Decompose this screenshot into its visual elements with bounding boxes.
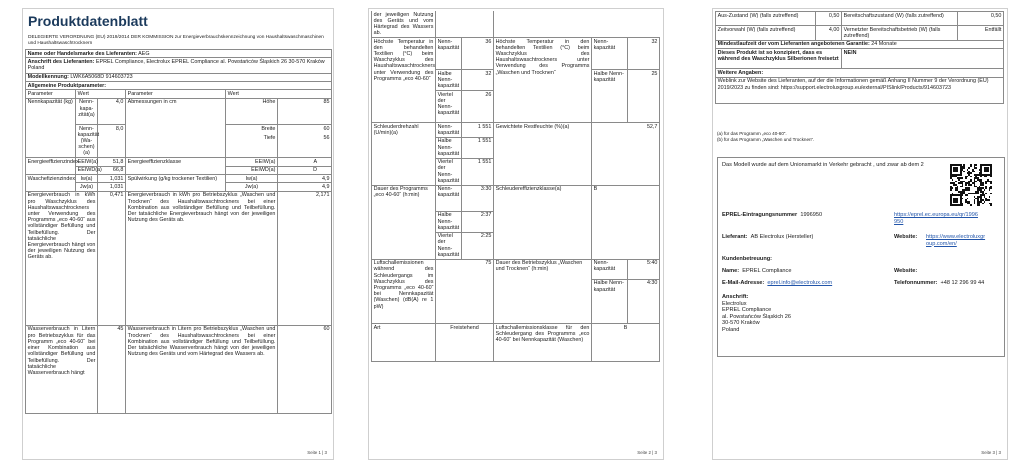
general-params-heading: Allgemeine Produktparameter: (26, 81, 332, 89)
capacity-sub-1: Nenn-kapa-zität(a) (76, 98, 98, 124)
water-label: Wasserverbrauch in Litern pro Betriebszyklus für das Programm „eco 40-60“ bei einer Kombination aus vollständiger Befüllung und Teilbefüllung. Der tatsächliche Wasserverbrauch hängt (26, 325, 98, 413)
dim-t-val: 56 (323, 134, 330, 141)
dim-b-val: 60 (323, 125, 330, 132)
supplier-address: EPREL Compliance, Electrolux EPREL Compliance al. Powstańców Śląskich 26 30-570 Kraków Poland (27, 58, 325, 72)
phone-label: Telefonnummer: (894, 280, 938, 286)
eei-label: Energieeffizienzindex (26, 158, 76, 175)
nenn-label-5: Nenn-kapazität (592, 259, 628, 279)
energy-val: 0,471 (98, 191, 126, 325)
iw2-symbol: Iw(a) (226, 174, 278, 182)
col-value-header-2: Wert (226, 90, 332, 98)
qr-code[interactable] (950, 164, 992, 206)
further-info-label: Weitere Angaben: (716, 69, 1004, 77)
dim-h-val: 85 (278, 98, 332, 124)
network-label: Vernetzter Bereitschaftsbetrieb (W) (falls zutreffend) (842, 26, 958, 41)
warranty-val: 24 Monate (871, 41, 897, 48)
kundenbetreuung-label: Kundenbetreuung: (722, 256, 773, 262)
energy2-label: Energieverbrauch in kWh pro Betriebszyklus „Waschen und Trocknen“ des Haushaltswaschtrockners bei einer Kombination aus vollständiger Befüllung und Teilbefüllung. Der tatsächliche Energieverbrauch hängt von der jeweiligen Nutzung des Geräts ab. (126, 191, 278, 325)
product-data-table-1 (25, 49, 332, 414)
page-title: Produktdatenblatt (28, 13, 148, 29)
art-label: Art (372, 323, 436, 361)
footnote-a: (a) für das Programm „eco 40-60“. (717, 131, 787, 136)
name-val: EPREL Compliance (742, 268, 792, 274)
water-val: 45 (98, 325, 126, 413)
temp2-label: Höchste Temperatur in den behandelten Textilien (°C) beim Waschzyklus des Haushaltswaschtrockners unter Verwendung des Programms „Waschen und Trocknen“ (494, 38, 592, 123)
supplier-info-box (717, 157, 1005, 357)
spin-3: 1 551 (462, 158, 494, 185)
product-data-table-2 (371, 11, 660, 362)
weblink-text: Weblink zur Website des Lieferanten, auf der die Informationen gemäß Anhang II Nummer 9 der Verordnung (EU) 2019/2023 zu finden sind: https://support.electroluxgroup.eu/external/PISlink/Products/914603723 (716, 77, 1004, 103)
water2-label: Wasserverbrauch in Litern pro Betriebszyklus „Waschen und Trocknen“ des Haushaltswaschtrockners bei einer Kombination aus vollständiger Befüllung und Teilbefüllung. Der tatsächliche Wasserverbrauch hängt von der jeweiligen Nutzung des Geräts und vom Härtegrad des Wassers ab. (126, 325, 278, 413)
halbe-label: Halbe Nenn-kapazität (436, 70, 462, 91)
spin-label: Schleuderdrehzahl (U/min)(a) (372, 123, 436, 185)
supplier-name-label: Name oder Handelsmarke des Lieferanten: (27, 50, 137, 57)
website-label: Website: (894, 234, 918, 240)
dur2-2: 4:30 (628, 279, 660, 323)
energy-label: Energieverbrauch in kWh pro Waschzyklus des Haushaltswaschtrockners unter Verwendung des Programms „eco 40-60“ aus vollständiger Befüllung und Teilbefüllung. Der tatsächliche Energieverbrauch hängt von der jeweiligen Nutzung des Geräts ab. (26, 191, 98, 325)
dur-1: 3:30 (462, 185, 494, 211)
anschrift-label: Anschrift: (722, 294, 749, 300)
noise-label: Luftschallemissionen während des Schleudergangs im Waschzyklus des Programms „eco 40-60“ bei Nennkapazität (Waschen) (dB(A) re 1 pW) (372, 259, 436, 323)
dur-3: 2:25 (462, 232, 494, 259)
moist-val: 52,7 (592, 123, 660, 185)
website-link[interactable]: https://www.electroluxgroup.com/en/ (926, 234, 986, 247)
nenn-label: Nenn-kapazität (436, 38, 462, 70)
email-link[interactable]: eprel.info@electrolux.com (767, 280, 833, 286)
dur-2: 2:37 (462, 211, 494, 232)
silver-label: Dieses Produkt ist so konzipiert, dass es während des Waschzyklus Silberionen freisetzt (716, 49, 842, 69)
jw2-val: 4,9 (278, 183, 332, 191)
website2-label: Website: (894, 268, 918, 274)
address-line-4: 30-570 Kraków (722, 320, 760, 327)
moist-label: Gewichtete Restfeuchte (%)(a) (494, 123, 592, 185)
temp2-2: 25 (628, 70, 660, 123)
noiseclass-label: Luftschallemissionsklasse für den Schleudergang des Programms „eco 40-60“ bei Nennkapazität (Waschen) (494, 323, 592, 361)
spinclass-val: B (592, 185, 660, 259)
page-footer: Seite 1 | 3 (307, 450, 327, 455)
jw-val: 1,031 (98, 183, 126, 191)
spin-2: 1 551 (462, 137, 494, 158)
eprel-link[interactable]: https://eprel.ec.europa.eu/qr/1996950 (894, 212, 978, 225)
silver-val: NEIN (842, 49, 1004, 69)
supplier-name: AEG (138, 50, 150, 57)
eeclass-label: Energieeffizienzklasse (126, 158, 226, 175)
address-line-1: Electrolux (722, 300, 747, 307)
halbe-label-3: Halbe Nenn-kapazität (436, 137, 462, 158)
iw2-val: 4,9 (278, 174, 332, 182)
halbe-label-2: Halbe Nenn-kapazität (592, 70, 628, 123)
datasheet-page-1 (22, 8, 334, 460)
delay-label: Zeitvorwahl (W) (falls zutreffend) (716, 26, 816, 41)
temp2-1: 32 (628, 38, 660, 70)
address-line-2: EPREL Compliance (722, 307, 772, 314)
nenn-label-4: Nenn-kapazität (436, 185, 462, 211)
off-val: 0,50 (816, 12, 842, 26)
continued-text: der jeweiligen Nutzung des Geräts und vom Härtegrad des Wassers ab. (372, 11, 436, 38)
eeclass-wd-symbol: EEIWD(a) (226, 166, 278, 174)
viertel-label-4: Viertel der Nenn-kapazität (436, 232, 462, 259)
regulation-text: DELEGIERTE VERORDNUNG (EU) 2019/2014 DER KOMMISSION zur Energieverbrauchskennzeichnung von Haushaltswaschmaschinen und Haushaltswaschtrocknern (28, 35, 324, 46)
eei-w-symbol: EEIW(a) (76, 158, 98, 166)
product-data-table-3 (715, 11, 1004, 104)
temp-3: 26 (462, 90, 494, 122)
eprel-number: 1996950 (800, 212, 823, 218)
noiseclass-val: B (592, 323, 660, 361)
jw-symbol: Jw(a) (76, 183, 98, 191)
spin-1: 1 551 (462, 123, 494, 138)
iw-val: 1,031 (98, 174, 126, 182)
eeclass-wd-val: D (278, 166, 332, 174)
eeclass-w-val: A (278, 158, 332, 166)
viertel-label-3: Viertel der Nenn-kapazität (436, 158, 462, 185)
art-val: Freistehend (436, 323, 494, 361)
energy2-val: 2,171 (278, 191, 332, 325)
dim-t-label: Tiefe (263, 134, 276, 141)
address-label: Anschrift des Lieferanten: (27, 58, 95, 65)
address-block (722, 294, 791, 334)
capacity-sub-2: Nenn-kapazität (Wa-schen)(a) (76, 124, 98, 157)
warranty-label: Mindestlaufzeit der vom Lieferanten angebotenen Garantie: (717, 41, 870, 48)
dim-h-label: Höhe (226, 98, 278, 124)
name-label: Name: (722, 268, 740, 274)
off-label: Aus-Zustand (W) (falls zutreffend) (716, 12, 816, 26)
capacity-label: Nennkapazität (kg) (26, 98, 76, 157)
noise-val: 75 (436, 259, 494, 323)
footnote-b: (b) für das Programm „Waschen und Trocknen“. (717, 137, 815, 142)
rinse-label: Spülwirkung (g/kg trockener Textilien) (126, 174, 226, 191)
eprel-label: EPREL-Eintragungsnummer (722, 212, 798, 218)
eei-wd-symbol: EEIWD(a) (76, 166, 98, 174)
col-param-header: Parameter (26, 90, 76, 98)
temp-1: 36 (462, 38, 494, 70)
supplier-label: Lieferant: (722, 234, 748, 240)
spinclass-label: Schleudereffizienzklasse(a) (494, 185, 592, 259)
temp-label: Höchste Temperatur in den behandelten Textilien (°C) beim Waschzyklus des Haushaltswaschtrockners unter Verwendung des Programms „eco 40-60“ (372, 38, 436, 123)
halbe-label-5: Halbe Nenn-kapazität (592, 279, 628, 323)
wash-label: Waschefizienzindex (26, 174, 76, 191)
col-value-header: Wert (76, 90, 126, 98)
halbe-label-4: Halbe Nenn-kapazität (436, 211, 462, 232)
model-id: LWK6A5068D 914603723 (70, 74, 133, 81)
model-label: Modellkennung: (27, 74, 69, 81)
eei-w-val: 51,8 (98, 158, 126, 166)
datasheet-page-3 (712, 8, 1008, 460)
supplier-val: AB Electrolux (Hersteller) (750, 234, 814, 240)
standby-val: 0,50 (958, 12, 1004, 26)
viertel-label: Viertel der Nenn-kapazität (436, 90, 462, 122)
dimensions-label: Abmessungen in cm (126, 98, 226, 157)
page-footer: Seite 3 | 3 (981, 450, 1001, 455)
standby-label: Bereitschaftszustand (W) (falls zutreffend) (842, 12, 958, 26)
dur2-1: 5:40 (628, 259, 660, 279)
phone-val: +48 12 296 99 44 (940, 280, 985, 286)
page-footer: Seite 2 | 3 (637, 450, 657, 455)
capacity-val-1: 4,0 (98, 98, 126, 124)
address-line-3: al. Powstańców Śląskich 26 (722, 313, 792, 320)
nenn-label-3: Nenn-kapazität (436, 123, 462, 138)
temp-2: 32 (462, 70, 494, 91)
water2-val: 60 (278, 325, 332, 413)
dim-b-label: Breite (261, 125, 276, 132)
jw2-symbol: Jw(a) (226, 183, 278, 191)
eeclass-w-symbol: EEIW(a) (226, 158, 278, 166)
dur2-label: Dauer des Betriebszyklus „Waschen und Trocknen“ (h:min) (494, 259, 592, 323)
eei-wd-val: 66,8 (98, 166, 126, 174)
delay-val: 4,00 (816, 26, 842, 41)
address-line-5: Poland (722, 326, 740, 333)
duration-label: Dauer des Programms „eco 40-60“ (h:min) (372, 185, 436, 259)
email-label: E-Mail-Adresse: (722, 280, 765, 286)
datasheet-page-2 (368, 8, 664, 460)
market-text: Das Modell wurde auf dem Unionsmarkt in Verkehr gebracht , und zwar ab dem 2 (722, 162, 924, 168)
network-val: Entfällt (958, 26, 1004, 41)
col-param-header-2: Parameter (126, 90, 226, 98)
iw-symbol: Iw(a) (76, 174, 98, 182)
capacity-val-2: 8,0 (98, 124, 126, 157)
nenn-label-2: Nenn-kapazität (592, 38, 628, 70)
